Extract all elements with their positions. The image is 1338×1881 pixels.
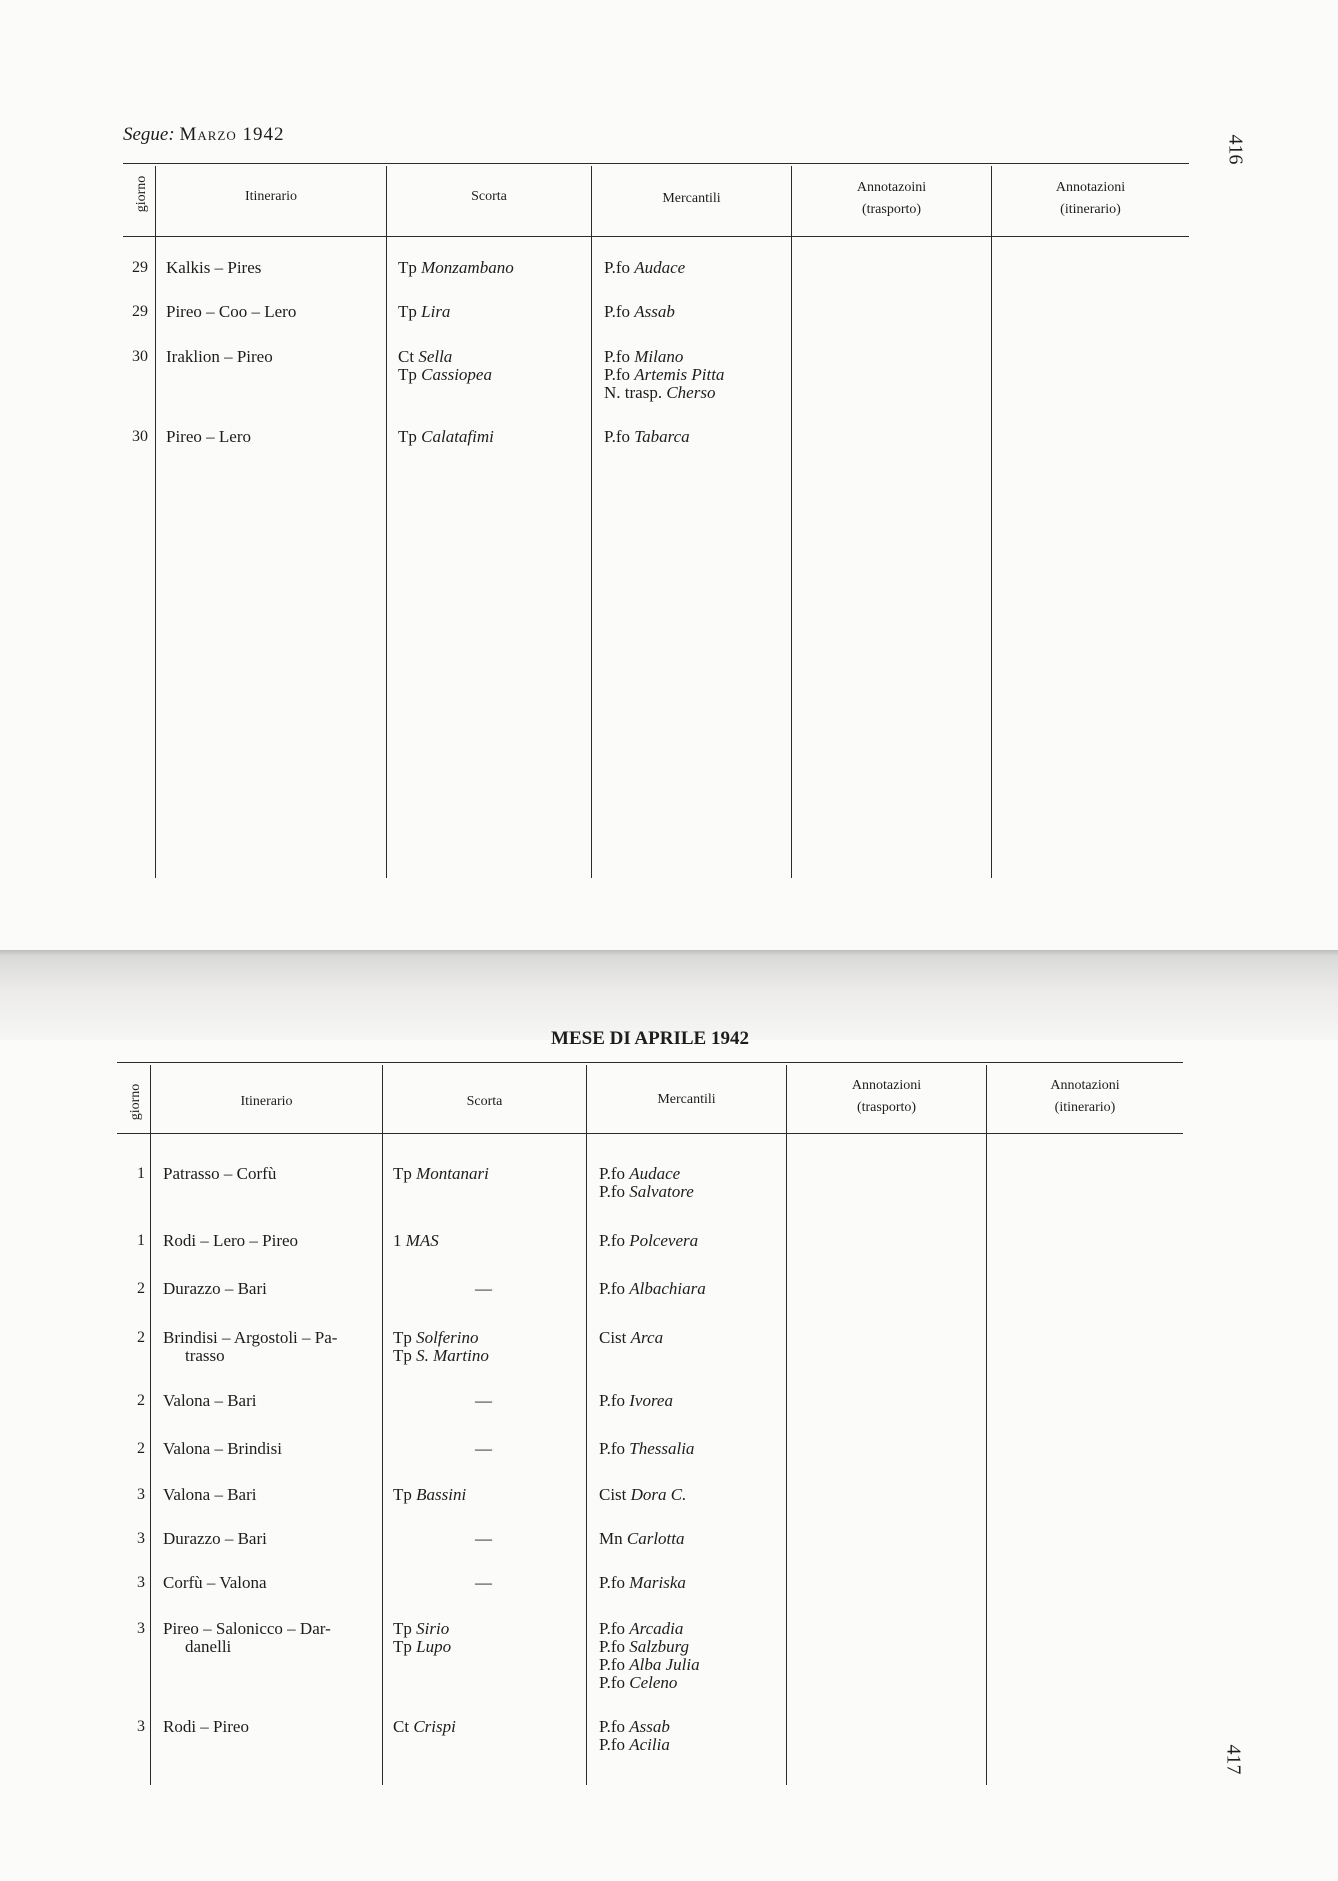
mercantile-entry <box>604 259 685 277</box>
row-day: 29 <box>132 259 148 276</box>
scorta-ship-name: Solferino <box>416 1328 479 1347</box>
itinerario-line: Patrasso – Corfù <box>163 1164 277 1183</box>
row-day: 2 <box>137 1392 145 1409</box>
table1-header-itinerario: Itinerario <box>244 189 298 204</box>
mercantile-type: P.fo <box>599 1673 625 1692</box>
itinerario-line: danelli <box>185 1637 232 1656</box>
mercantile-type: P.fo <box>604 427 630 446</box>
table1-col-giorno <box>155 166 156 878</box>
mercantile-entry <box>599 1530 685 1548</box>
scorta-entry <box>393 1486 466 1504</box>
row-day: 2 <box>137 1329 145 1346</box>
mercantile-entry <box>599 1574 686 1592</box>
mercantile-ship-name: Acilia <box>629 1735 670 1754</box>
mercantile-ship-name: Audace <box>634 258 686 277</box>
row-mercantili <box>604 303 675 321</box>
mercantile-entry <box>599 1280 706 1298</box>
mercantile-ship-name: Dora C. <box>630 1485 687 1504</box>
row-itinerario <box>163 1232 298 1250</box>
table1-header-rule <box>123 236 1189 237</box>
mercantile-entry <box>599 1329 663 1347</box>
scorta-ship-name: Sirio <box>416 1619 450 1638</box>
row-day: 30 <box>132 348 148 365</box>
scorta-ship-name: Calatafimi <box>421 427 494 446</box>
mercantile-ship-name: Artemis Pitta <box>634 365 725 384</box>
scorta-entry <box>393 1232 439 1250</box>
row-day: 3 <box>137 1620 145 1637</box>
row-scorta: — <box>475 1279 492 1298</box>
row-mercantili <box>604 428 690 446</box>
row-day: 3 <box>137 1574 145 1591</box>
mercantile-type: Cist <box>599 1485 627 1504</box>
scorta-ship-name: Lira <box>421 302 451 321</box>
scorta-entry <box>398 428 494 446</box>
scorta-type: Tp <box>393 1485 412 1504</box>
itinerario-line: Rodi – Pireo <box>163 1717 249 1736</box>
row-mercantili <box>599 1620 700 1692</box>
mercantile-type: P.fo <box>604 258 630 277</box>
mercantile-ship-name: Assab <box>634 302 675 321</box>
row-scorta <box>393 1620 451 1656</box>
scorta-ship-name: Crispi <box>413 1717 456 1736</box>
row-itinerario <box>163 1574 267 1592</box>
table1-header-ann-trasporto <box>792 177 991 221</box>
scorta-ship-name: Sella <box>418 347 453 366</box>
scorta-type: Tp <box>393 1328 412 1347</box>
row-scorta <box>393 1232 439 1250</box>
itinerario-line: Brindisi – Argostoli – Pa- <box>163 1328 338 1347</box>
row-itinerario <box>163 1280 267 1298</box>
row-itinerario <box>163 1440 282 1458</box>
row-itinerario <box>166 428 251 446</box>
mercantile-type: P.fo <box>599 1182 625 1201</box>
mercantile-type: P.fo <box>599 1655 625 1674</box>
scorta-entry <box>398 366 492 384</box>
mercantile-ship-name: Cherso <box>666 383 716 402</box>
row-itinerario <box>163 1620 331 1656</box>
table2-col-annotazioni <box>986 1065 987 1785</box>
mercantile-ship-name: Celeno <box>629 1673 678 1692</box>
table1-header-ann-trasporto-line1: Annotazoini <box>856 180 927 195</box>
row-itinerario <box>163 1530 267 1548</box>
mercantile-entry <box>604 366 724 384</box>
mercantile-type: P.fo <box>604 302 630 321</box>
row-day: 2 <box>137 1440 145 1457</box>
mercantile-type: P.fo <box>599 1231 625 1250</box>
scorta-entry <box>393 1347 489 1365</box>
mercantile-entry <box>604 428 690 446</box>
itinerario-line: Durazzo – Bari <box>163 1529 267 1548</box>
scorta-type: Tp <box>398 365 417 384</box>
row-scorta <box>393 1165 489 1183</box>
mercantile-entry <box>599 1674 700 1692</box>
table2-col-giorno <box>150 1065 151 1785</box>
mercantile-entry <box>599 1165 694 1183</box>
mercantile-ship-name: Arca <box>630 1328 664 1347</box>
table1-top-rule <box>123 163 1189 164</box>
mercantile-type: P.fo <box>604 347 630 366</box>
row-day: 30 <box>132 428 148 445</box>
mercantile-type: P.fo <box>599 1164 625 1183</box>
table2-col-scorta <box>586 1065 587 1785</box>
scorta-type: Tp <box>398 302 417 321</box>
row-mercantili <box>599 1165 694 1201</box>
mercantile-ship-name: Salzburg <box>629 1637 690 1656</box>
row-mercantili <box>604 259 685 277</box>
mercantile-ship-name: Alba Julia <box>629 1655 700 1674</box>
running-head-prefix: Segue: <box>123 124 175 145</box>
row-day: 3 <box>137 1486 145 1503</box>
mercantile-ship-name: Mariska <box>629 1573 686 1592</box>
row-mercantili <box>599 1574 686 1592</box>
scorta-ship-name: Bassini <box>416 1485 467 1504</box>
row-itinerario <box>163 1329 337 1365</box>
table1-header-scorta: Scorta <box>471 189 507 204</box>
scorta-type: Tp <box>398 427 417 446</box>
scorta-entry <box>393 1165 489 1183</box>
row-mercantili <box>599 1486 686 1504</box>
mercantile-ship-name: Salvatore <box>629 1182 694 1201</box>
mercantile-entry <box>599 1392 673 1410</box>
mercantile-ship-name: Thessalia <box>629 1439 695 1458</box>
table2-header-ann-itinerario <box>987 1075 1183 1119</box>
table2-header-scorta: Scorta <box>466 1094 503 1109</box>
row-scorta <box>393 1718 456 1736</box>
mercantile-type: P.fo <box>599 1717 625 1736</box>
table2-header-ann-itinerario-line2: (itinerario) <box>1054 1100 1116 1115</box>
itinerario-line: Rodi – Lero – Pireo <box>163 1231 299 1250</box>
row-scorta: — <box>475 1439 492 1458</box>
table2-header-rule <box>117 1133 1183 1134</box>
mercantile-ship-name: Carlotta <box>626 1529 685 1548</box>
mercantile-type: P.fo <box>599 1735 625 1754</box>
table2-header-mercantili: Mercantili <box>657 1092 716 1107</box>
row-scorta <box>398 259 514 277</box>
row-mercantili <box>599 1280 706 1298</box>
table1-col-mercantili <box>791 166 792 878</box>
mercantile-type: P.fo <box>599 1637 625 1656</box>
mercantile-type: P.fo <box>599 1619 625 1638</box>
scorta-ship-name: Cassiopea <box>421 365 492 384</box>
page-number-416: 416 <box>1224 134 1247 165</box>
itinerario-line: Durazzo – Bari <box>163 1279 267 1298</box>
table2-header-itinerario: Itinerario <box>240 1094 293 1109</box>
table1-header-ann-itinerario-line1: Annotazioni <box>1055 180 1126 195</box>
scorta-entry <box>393 1638 451 1656</box>
mercantile-ship-name: Assab <box>629 1717 670 1736</box>
scorta-ship-name: MAS <box>405 1231 439 1250</box>
mercantile-entry <box>599 1656 700 1674</box>
row-day: 3 <box>137 1718 145 1735</box>
row-scorta <box>398 348 492 384</box>
mercantile-entry <box>599 1638 700 1656</box>
row-day: 29 <box>132 303 148 320</box>
scorta-type: Ct <box>393 1717 410 1736</box>
itinerario-line: Valona – Bari <box>163 1485 257 1504</box>
row-mercantili <box>599 1232 698 1250</box>
running-head-month: Marzo 1942 <box>179 124 285 145</box>
table2-header-ann-itinerario-line1: Annotazioni <box>1050 1078 1120 1093</box>
scorta-entry <box>398 259 514 277</box>
row-mercantili <box>599 1440 694 1458</box>
scorta-type: Tp <box>393 1637 412 1656</box>
mercantile-ship-name: Tabarca <box>634 427 690 446</box>
table2-top-rule <box>117 1062 1183 1063</box>
row-day: 2 <box>137 1280 145 1297</box>
mercantile-type: P.fo <box>599 1573 625 1592</box>
row-scorta: — <box>475 1391 492 1410</box>
mercantile-ship-name: Ivorea <box>629 1391 673 1410</box>
row-mercantili <box>604 348 724 402</box>
itinerario-line: trasso <box>185 1346 225 1365</box>
mercantile-type: Cist <box>599 1328 627 1347</box>
scorta-type: Tp <box>393 1164 412 1183</box>
table2-header-ann-trasporto-line2: (trasporto) <box>856 1100 917 1115</box>
row-day: 1 <box>137 1165 145 1182</box>
table2-header-ann-trasporto <box>787 1075 986 1119</box>
mercantile-entry <box>599 1232 698 1250</box>
scorta-entry <box>398 348 492 366</box>
running-head <box>123 124 285 146</box>
itinerario-line: Kalkis – Pires <box>166 258 262 277</box>
table1-header-giorno: giorno <box>134 175 149 213</box>
row-day: 1 <box>137 1232 145 1249</box>
row-itinerario <box>163 1165 276 1183</box>
mercantile-ship-name: Polcevera <box>629 1231 699 1250</box>
row-itinerario <box>163 1486 256 1504</box>
mercantile-entry <box>604 384 724 402</box>
mercantile-type: N. trasp. <box>604 383 663 402</box>
row-itinerario <box>166 303 296 321</box>
table1-header-ann-trasporto-line2: (trasporto) <box>861 202 922 217</box>
scorta-ship-name: Lupo <box>416 1637 452 1656</box>
table1-col-itinerario <box>386 166 387 878</box>
mercantile-entry <box>599 1736 670 1754</box>
row-day: 3 <box>137 1530 145 1547</box>
table1-col-annotazioni <box>991 166 992 878</box>
row-itinerario <box>166 259 261 277</box>
table2-col-mercantili <box>786 1065 787 1785</box>
row-mercantili <box>599 1392 673 1410</box>
mercantile-type: P.fo <box>599 1279 625 1298</box>
mercantile-type: P.fo <box>599 1391 625 1410</box>
page-number-417: 417 <box>1222 1744 1245 1775</box>
mercantile-type: P.fo <box>604 365 630 384</box>
table2-col-itinerario <box>382 1065 383 1785</box>
scorta-type: Ct <box>398 347 415 366</box>
scorta-entry <box>398 303 450 321</box>
mercantile-entry <box>599 1183 694 1201</box>
mercantile-ship-name: Arcadia <box>629 1619 684 1638</box>
row-itinerario <box>163 1392 256 1410</box>
itinerario-line: Valona – Brindisi <box>163 1439 282 1458</box>
row-scorta <box>398 303 450 321</box>
mercantile-ship-name: Milano <box>634 347 684 366</box>
itinerario-line: Corfù – Valona <box>163 1573 267 1592</box>
scorta-ship-name: S. Martino <box>416 1346 489 1365</box>
mercantile-type: Mn <box>599 1529 623 1548</box>
itinerario-line: Valona – Bari <box>163 1391 257 1410</box>
mercantile-ship-name: Audace <box>629 1164 681 1183</box>
row-itinerario <box>163 1718 249 1736</box>
itinerario-line: Pireo – Coo – Lero <box>166 302 297 321</box>
mercantile-entry <box>599 1486 686 1504</box>
scorta-ship-name: Monzambano <box>421 258 514 277</box>
mercantile-entry <box>604 348 724 366</box>
mercantile-entry <box>599 1718 670 1736</box>
itinerario-line: Pireo – Lero <box>166 427 251 446</box>
row-itinerario <box>166 348 273 366</box>
mercantile-entry <box>599 1440 694 1458</box>
scorta-entry <box>393 1329 489 1347</box>
row-scorta <box>393 1486 466 1504</box>
table1-header-ann-itinerario-line2: (itinerario) <box>1060 202 1121 217</box>
table1-header-mercantili: Mercantili <box>662 191 721 206</box>
row-mercantili <box>599 1329 663 1347</box>
row-mercantili <box>599 1530 685 1548</box>
mercantile-ship-name: Albachiara <box>629 1279 706 1298</box>
page-fold-shadow <box>0 950 1338 1040</box>
scorta-entry <box>393 1718 456 1736</box>
scorta-type: Tp <box>398 258 417 277</box>
row-scorta: — <box>475 1573 492 1592</box>
itinerario-line: Pireo – Salonicco – Dar- <box>163 1619 331 1638</box>
row-scorta: — <box>475 1529 492 1548</box>
scorta-type: Tp <box>393 1346 412 1365</box>
scorta-ship-name: Montanari <box>416 1164 489 1183</box>
row-scorta <box>398 428 494 446</box>
scorta-type: Tp <box>393 1619 412 1638</box>
table1-header-ann-itinerario <box>992 177 1189 221</box>
table2-header-ann-trasporto-line1: Annotazioni <box>851 1078 922 1093</box>
table1-col-scorta <box>591 166 592 878</box>
page-title: MESE DI APRILE 1942 <box>551 1028 749 1049</box>
mercantile-type: P.fo <box>599 1439 625 1458</box>
itinerario-line: Iraklion – Pireo <box>166 347 273 366</box>
table2-header-giorno: giorno <box>128 1083 143 1121</box>
scorta-entry <box>393 1620 451 1638</box>
mercantile-entry <box>599 1620 700 1638</box>
mercantile-entry <box>604 303 675 321</box>
row-scorta <box>393 1329 489 1365</box>
scorta-type: 1 <box>393 1231 402 1250</box>
row-mercantili <box>599 1718 670 1754</box>
